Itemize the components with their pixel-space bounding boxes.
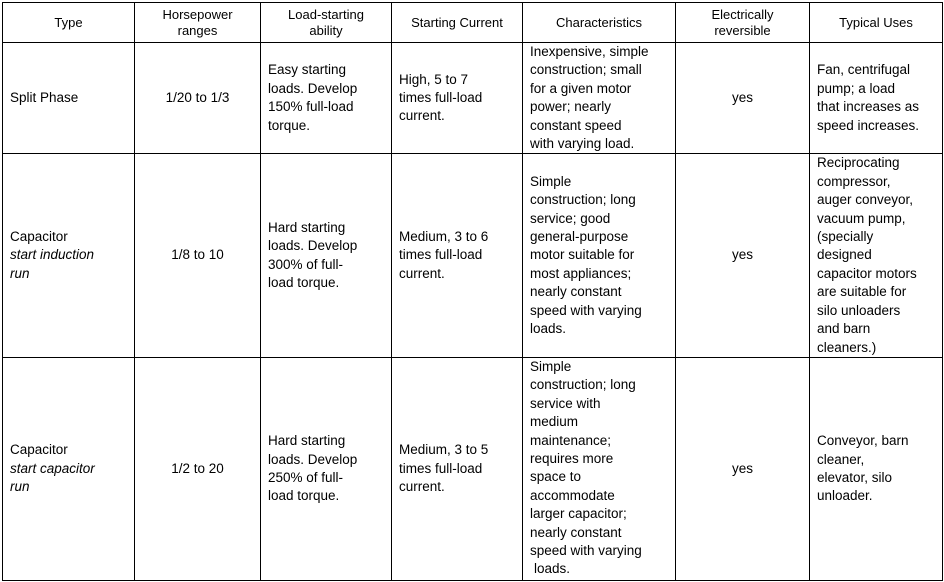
cell-reversible: yes (676, 43, 810, 154)
motor-types-table (2, 2, 943, 581)
cell-reversible: yes (676, 357, 810, 580)
cell-type: Capacitor start capacitor run (3, 357, 135, 580)
cell-starting-current: Medium, 3 to 6 times full-load current. (392, 154, 523, 357)
header-typical-uses: Typical Uses (810, 3, 943, 43)
cell-type: Capacitor start induction run (3, 154, 135, 357)
cell-starting-current: Medium, 3 to 5 times full-load current. (392, 357, 523, 580)
table-row (3, 43, 943, 154)
cell-horsepower: 1/20 to 1/3 (135, 43, 261, 154)
cell-starting-current: High, 5 to 7 times full-load current. (392, 43, 523, 154)
cell-characteristics: Simple construction; long service with medium maintenance; requires more space to accommodate larger capacitor; nearly constant speed with varying loads. (523, 357, 676, 580)
cell-load-starting: Easy starting loads. Develop 150% full-load torque. (261, 43, 392, 154)
header-characteristics: Characteristics (523, 3, 676, 43)
header-reversible: Electrically reversible (676, 3, 810, 43)
cell-load-starting: Hard starting loads. Develop 250% of full- load torque. (261, 357, 392, 580)
cell-load-starting: Hard starting loads. Develop 300% of full- load torque. (261, 154, 392, 357)
cell-type: Split Phase (3, 43, 135, 154)
header-type: Type (3, 3, 135, 43)
cell-characteristics: Simple construction; long service; good general-purpose motor suitable for most appliances; nearly constant speed with varying loads. (523, 154, 676, 357)
header-horsepower: Horsepower ranges (135, 3, 261, 43)
cell-typical-uses: Reciprocating compressor, auger conveyor, vacuum pump, (specially designed capacitor motors are suitable for silo unloaders and barn cleaners.) (810, 154, 943, 357)
table-row (3, 154, 943, 357)
cell-reversible: yes (676, 154, 810, 357)
header-load-starting: Load-starting ability (261, 3, 392, 43)
header-starting-current: Starting Current (392, 3, 523, 43)
cell-typical-uses: Fan, centrifugal pump; a load that increases as speed increases. (810, 43, 943, 154)
cell-typical-uses: Conveyor, barn cleaner, elevator, silo unloader. (810, 357, 943, 580)
cell-horsepower: 1/2 to 20 (135, 357, 261, 580)
header-row (3, 3, 943, 43)
table-row (3, 357, 943, 580)
cell-horsepower: 1/8 to 10 (135, 154, 261, 357)
cell-characteristics: Inexpensive, simple construction; small for a given motor power; nearly constant speed with varying load. (523, 43, 676, 154)
